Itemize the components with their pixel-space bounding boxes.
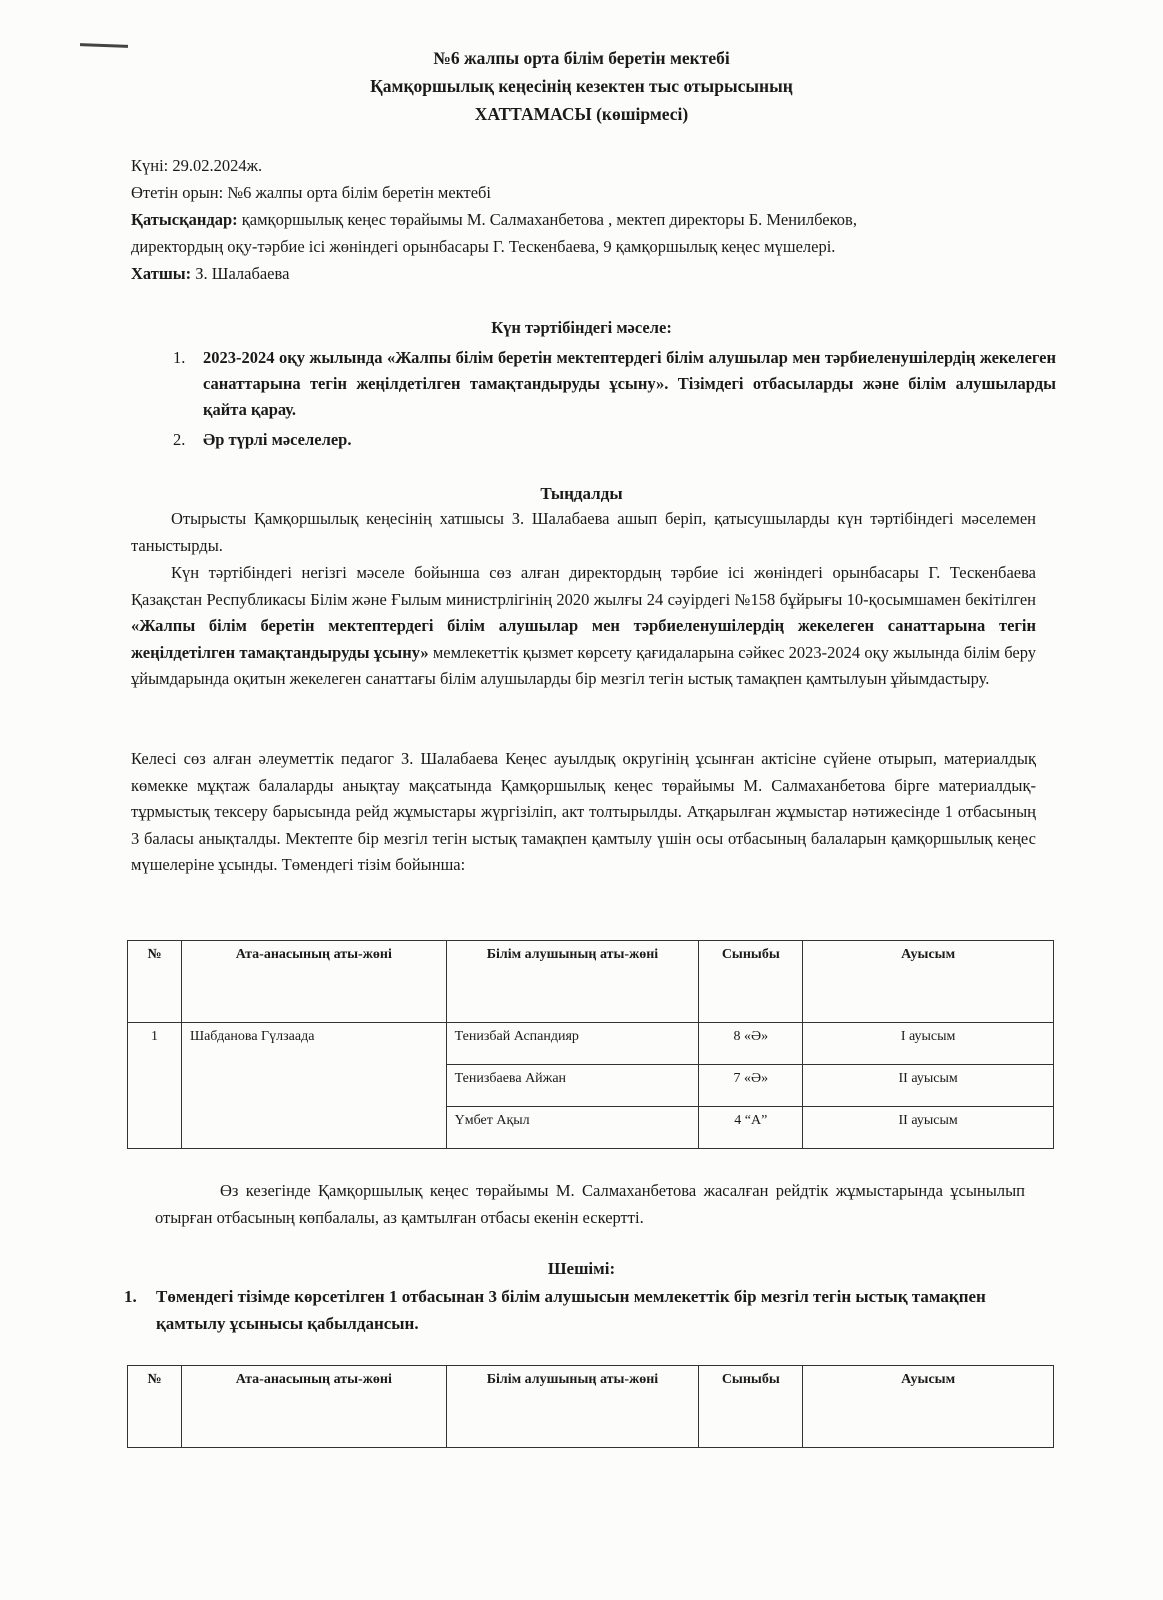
agenda-heading: Күн тәртібіндегі мәселе: (491, 318, 672, 337)
header-student-name: Білім алушының аты-жөні (446, 1366, 699, 1448)
meta-place: Өтетін орын: №6 жалпы орта білім беретін мектебі (131, 183, 491, 202)
p2-text-b: мемлекеттік қызмет көрсету қағидаларына сәйкес 2023-2024 оқу жылында білім беру ұйымдарында оқитын жекелеген санаттағы білім алушыларды бір мезгіл тегін ыстық тамақпен қамтылуын ұйымдастыру. (131, 642, 1036, 688)
header-class: Сыныбы (699, 1366, 803, 1448)
agenda-item-text: Әр түрлі мәселелер. (203, 430, 352, 449)
table-row (128, 1023, 1054, 1065)
agenda-item-number: 1. (173, 348, 186, 367)
agenda-list (163, 345, 1056, 453)
listened-paragraph-3: Келесі сөз алған әлеуметтік педагог З. Шалабаева Кеңес ауылдық округінің ұсынған актісіне сүйене отырып, материалдық көмекке мұқтаж балаларды анықтау мақсатында Қамқоршылық кеңес төрайымы М. Салмаханбетова бірге материалдық-тұрмыстық тексеру барысында рейд жұмыстары жүргізіліп, акт толтырылды. Атқарылған жұмыстар нәтижесінде 1 отбасының 3 баласы анықталды. Мектепте бір мезгіл тегін ыстық тамақпен қамтылу үшін осы отбасының балаларын қамқоршылық кеңес мүшелеріне ұсынды. Төмендегі тізім бойынша: (131, 749, 1036, 874)
header-line-1: №6 жалпы орта білім беретін мектебі (433, 48, 730, 68)
decision-item (124, 1283, 1044, 1337)
listened-paragraph-1: Отырысты Қамқоршылық кеңесінің хатшысы З. Шалабаева ашып беріп, қатысушыларды күн тәртібіндегі мәселемен таныстырды. (131, 509, 1036, 555)
cell-student-name: Үмбет Ақыл (446, 1107, 699, 1149)
header-shift: Ауысым (803, 1366, 1054, 1448)
cell-number: 1 (128, 1023, 182, 1149)
p2-bold-title: «Жалпы білім беретін мектептердегі білім алушылар мен тәрбиеленушілердің жекелеген санаттарына тегін жеңілдетілген тамақтандыруды ұсыну» (131, 616, 1036, 662)
secretary-text: З. Шалабаева (191, 264, 290, 283)
students-table (127, 940, 1054, 1149)
agenda-item (163, 427, 1056, 453)
decision-table (127, 1365, 1054, 1448)
header-shift: Ауысым (803, 941, 1054, 1023)
note-paragraph: Өз кезегінде Қамқоршылық кеңес төрайымы М. Салмаханбетова жасалған рейдтік жұмыстарында ұсынылып отырған отбасының көпбалалы, аз қамтылған отбасы екенін ескертті. (155, 1181, 1025, 1227)
cell-shift: II ауысым (803, 1107, 1054, 1149)
table-header-row (128, 1366, 1054, 1448)
cell-student-name: Тенизбаева Айжан (446, 1065, 699, 1107)
meta-date: Күні: 29.02.2024ж. (131, 156, 263, 175)
header-number: № (128, 941, 182, 1023)
decision-number: 1. (124, 1287, 137, 1306)
listened-paragraph-2 (131, 560, 1036, 693)
header-parent-name: Ата-анасының аты-жөні (181, 941, 446, 1023)
header-class: Сыныбы (699, 941, 803, 1023)
cell-class: 7 «Ә» (699, 1065, 803, 1107)
cell-class: 4 “А” (699, 1107, 803, 1149)
header-line-2: Қамқоршылық кеңесінің кезектен тыс отырысының (370, 76, 793, 96)
table-header-row (128, 941, 1054, 1023)
agenda-item (163, 345, 1056, 423)
header-parent-name: Ата-анасының аты-жөні (181, 1366, 446, 1448)
listened-heading: Тыңдалды (540, 484, 623, 503)
cell-class: 8 «Ә» (699, 1023, 803, 1065)
participants-label: Қатысқандар: (131, 210, 238, 229)
participants-text-1: қамқоршылық кеңес төрайымы М. Салмаханбетова , мектеп директоры Б. Менилбеков, (237, 210, 857, 229)
header-line-3: ХАТТАМАСЫ (көшірмесі) (474, 104, 689, 124)
cell-student-name: Тенизбай Аспандияр (446, 1023, 699, 1065)
meta-participants (131, 210, 857, 230)
secretary-label: Хатшы: (131, 264, 192, 283)
agenda-item-text: 2023-2024 оқу жылында «Жалпы білім беретін мектептердегі білім алушылар мен тәрбиеленушілердің жекелеген санаттарына тегін жеңілдетілген тамақтандыруды ұсыну». Тізімдегі отбасыларды және білім алушыларды қайта қарау. (203, 348, 1056, 419)
cell-parent-name: Шабданова Гүлзаада (181, 1023, 446, 1149)
cell-shift: I ауысым (803, 1023, 1054, 1065)
meta-secretary (131, 264, 289, 284)
agenda-item-number: 2. (173, 430, 186, 449)
header-number: № (128, 1366, 182, 1448)
decision-text: Төмендегі тізімде көрсетілген 1 отбасынан 3 білім алушысын мемлекеттік бір мезгіл тегін ыстық тамақпен қамтылу ұсынысы қабылдансын. (156, 1287, 986, 1333)
decision-heading: Шешімі: (547, 1259, 616, 1278)
cell-shift: II ауысым (803, 1065, 1054, 1107)
participants-text-2: директордың оқу-тәрбие ісі жөніндегі орынбасары Г. Тескенбаева, 9 қамқоршылық кеңес мүшелері. (131, 237, 836, 256)
header-student-name: Білім алушының аты-жөні (446, 941, 699, 1023)
p2-text-a: Күн тәртібіндегі негізгі мәселе бойынша сөз алған директордың тәрбие ісі жөніндегі орынбасары Г. Тескенбаева Қазақстан Республикасы Білім және Ғылым министрлігінің 2020 жылғы 24 сәуірдегі №158 бұйрығы 10-қосымшамен бекітілген (131, 563, 1036, 609)
